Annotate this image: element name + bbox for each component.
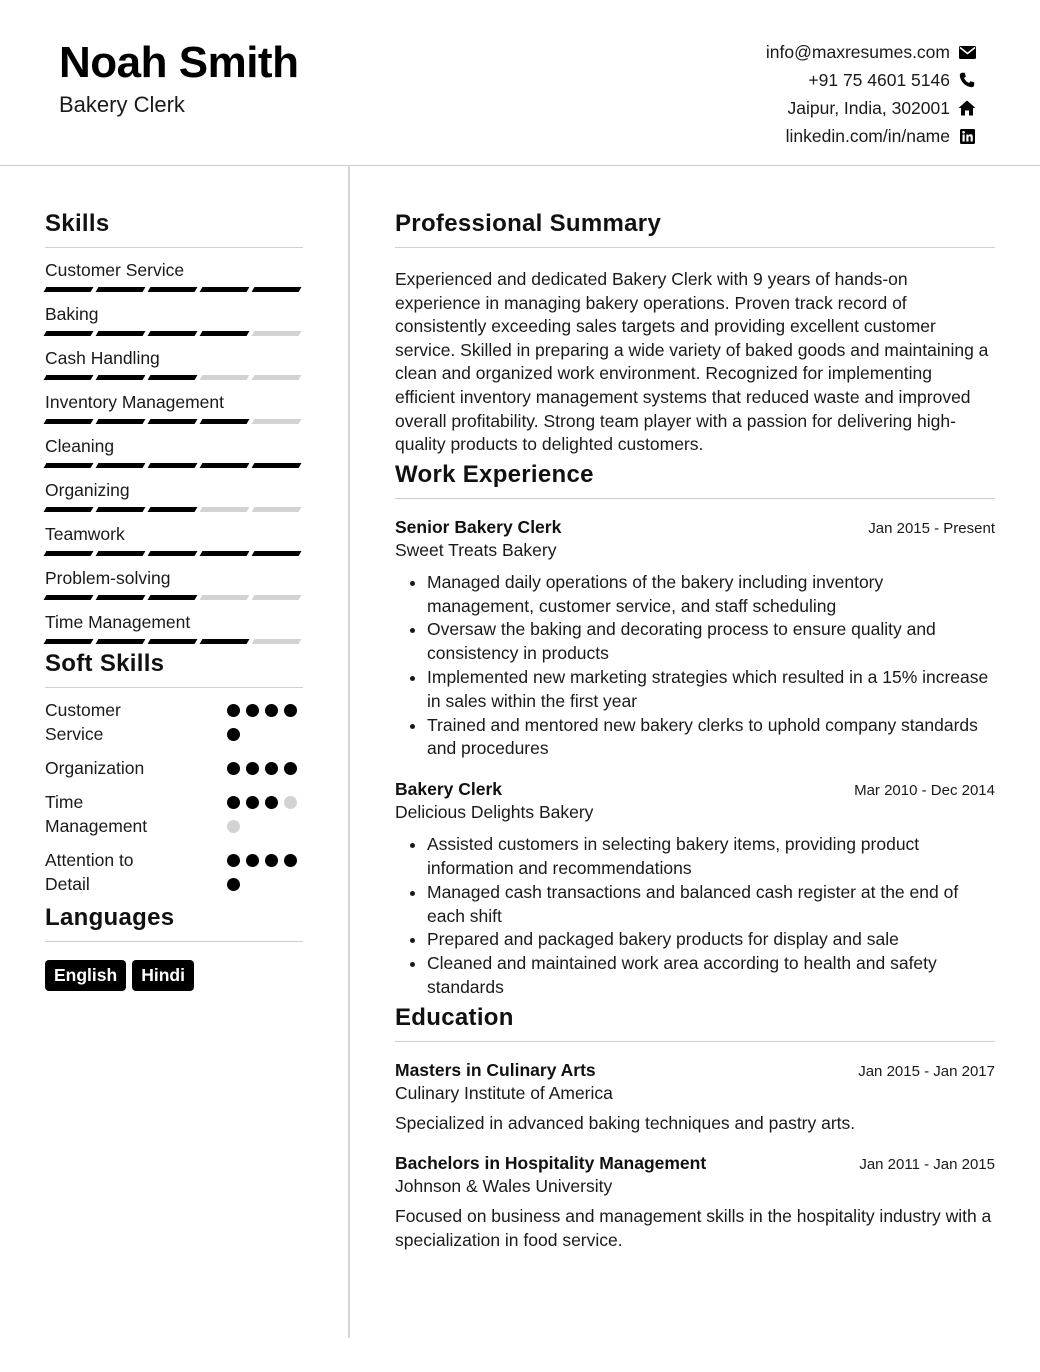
skill-rating: [45, 507, 303, 512]
languages-list: [45, 960, 303, 991]
soft-skills-list: [45, 698, 303, 896]
skill-rating: [45, 551, 303, 556]
contact-address-text: Jaipur, India, 302001: [787, 97, 950, 118]
rating-bar-filled: [148, 551, 198, 556]
skill-item: [45, 304, 303, 336]
job-title: Bakery Clerk: [395, 779, 503, 800]
education-list: [395, 1060, 995, 1253]
rating-dot-filled: [246, 762, 259, 775]
rating-bar-filled: [148, 419, 198, 424]
rating-bar-filled: [200, 287, 250, 292]
rating-dot-filled: [227, 878, 240, 891]
envelope-icon: [958, 43, 976, 61]
rating-bar-filled: [200, 639, 250, 644]
language-tag: Hindi: [132, 960, 194, 991]
rating-bar-filled: [200, 551, 250, 556]
skill-rating: [45, 287, 303, 292]
rating-bar-filled: [148, 595, 198, 600]
skill-item: [45, 260, 303, 292]
contact-address: [576, 94, 976, 122]
rating-bar-filled: [44, 551, 94, 556]
education-degree: Masters in Culinary Arts: [395, 1059, 596, 1080]
candidate-role: Bakery Clerk: [59, 92, 185, 117]
soft-skill-rating: [227, 790, 303, 838]
education-header: [395, 1153, 995, 1174]
skill-item: [45, 568, 303, 600]
rating-bar-filled: [44, 287, 94, 292]
soft-skill-item: [45, 848, 303, 896]
contact-email[interactable]: [576, 38, 976, 66]
rating-dot-filled: [265, 796, 278, 809]
rating-bar-empty: [200, 375, 250, 380]
job-header: [395, 517, 995, 538]
soft-skill-name: Time Management: [45, 792, 148, 836]
contact-list: [576, 38, 976, 150]
job-bullet: • Cleaned and maintained work area according to health and safety standards: [427, 952, 995, 1000]
skill-name: Organizing: [45, 480, 130, 500]
skill-rating: [45, 639, 303, 644]
skill-name: Problem-solving: [45, 568, 171, 588]
skill-rating: [45, 419, 303, 424]
column-divider: [348, 166, 350, 1338]
skill-name: Inventory Management: [45, 392, 224, 412]
contact-phone-text[interactable]: +91 75 4601 5146: [808, 69, 950, 90]
rating-bar-filled: [200, 463, 250, 468]
rating-bar-filled: [44, 463, 94, 468]
soft-skill-item: [45, 790, 303, 838]
job-dates: Jan 2015 - Present: [868, 519, 995, 537]
soft-skill-item: [45, 698, 303, 746]
rating-dot-filled: [246, 796, 259, 809]
job-bullets: [395, 571, 995, 761]
skills-heading: Skills: [45, 210, 303, 248]
rating-dot-filled: [246, 854, 259, 867]
soft-skill-name: Customer Service: [45, 700, 121, 744]
soft-skill-rating: [227, 698, 303, 746]
skills-list: [45, 260, 303, 644]
job-entry: [395, 517, 995, 761]
rating-dot-filled: [284, 854, 297, 867]
contact-linkedin-text[interactable]: linkedin.com/in/name: [785, 125, 950, 146]
rating-dot-filled: [265, 854, 278, 867]
job-bullet: • Assisted customers in selecting bakery items, providing product information and recommendations: [427, 833, 995, 881]
education-dates: Jan 2011 - Jan 2015: [859, 1156, 995, 1174]
rating-dot-filled: [265, 762, 278, 775]
rating-bar-filled: [252, 287, 302, 292]
candidate-name: Noah Smith: [59, 38, 299, 87]
skill-name: Cleaning: [45, 436, 115, 456]
skill-item: [45, 392, 303, 424]
job-bullet: • Managed daily operations of the bakery including inventory management, customer service, and staff scheduling: [427, 571, 995, 619]
contact-linkedin[interactable]: [576, 122, 976, 150]
skill-name: Customer Service: [45, 260, 185, 280]
rating-bar-filled: [252, 551, 302, 556]
rating-bar-empty: [252, 419, 302, 424]
rating-bar-filled: [96, 375, 146, 380]
rating-bar-filled: [200, 331, 250, 336]
rating-dot-empty: [284, 796, 297, 809]
education-school: Johnson & Wales University: [395, 1176, 613, 1197]
rating-dot-filled: [284, 762, 297, 775]
education-degree: Bachelors in Hospitality Management: [395, 1153, 707, 1174]
rating-bar-empty: [252, 331, 302, 336]
skill-item: [45, 348, 303, 380]
job-header: [395, 779, 995, 800]
rating-dot-filled: [227, 762, 240, 775]
skill-item: [45, 524, 303, 556]
job-bullet: • Implemented new marketing strategies which resulted in a 15% increase in sales within the first year: [427, 666, 995, 714]
rating-bar-filled: [148, 375, 198, 380]
rating-bar-filled: [96, 507, 146, 512]
rating-bar-filled: [96, 595, 146, 600]
skill-name: Cash Handling: [45, 348, 160, 368]
rating-bar-filled: [96, 639, 146, 644]
education-entry: [395, 1153, 995, 1252]
education-description: Specialized in advanced baking techniques and pastry arts.: [395, 1112, 856, 1133]
skill-name: Time Management: [45, 612, 191, 632]
language-tag: English: [45, 960, 126, 991]
right-column: [395, 210, 995, 1252]
rating-bar-filled: [96, 463, 146, 468]
rating-dot-filled: [265, 704, 278, 717]
rating-bar-filled: [148, 639, 198, 644]
skill-item: [45, 480, 303, 512]
languages-heading: Languages: [45, 904, 303, 942]
rating-bar-filled: [96, 419, 146, 424]
soft-skill-name: Attention to Detail: [45, 850, 134, 894]
rating-bar-empty: [200, 507, 250, 512]
skill-item: [45, 436, 303, 468]
job-entry: [395, 779, 995, 1000]
education-header: [395, 1060, 995, 1081]
experience-heading: Work Experience: [395, 461, 995, 499]
resume-header: [0, 0, 1040, 166]
soft-skill-rating: [227, 848, 303, 896]
rating-bar-filled: [252, 463, 302, 468]
rating-bar-filled: [148, 463, 198, 468]
rating-bar-filled: [96, 287, 146, 292]
left-column: [45, 210, 303, 991]
job-bullet: • Trained and mentored new bakery clerks to uphold company standards and procedures: [427, 714, 995, 762]
rating-dot-filled: [227, 854, 240, 867]
rating-bar-filled: [44, 375, 94, 380]
rating-bar-empty: [252, 595, 302, 600]
summary-text: Experienced and dedicated Bakery Clerk with 9 years of hands-on experience in managing bakery operations. Proven track record of consistently exceeding sales targets and providing excellent customer service. Skilled in preparing a wide variety of baked goods and maintaining a clean and organized work environment. Recognized for implementing efficient inventory management systems that reduced waste and improved overall profitability. Strong team player with a passion for delivering high-quality products to delighted customers.: [395, 269, 989, 455]
job-company: Sweet Treats Bakery: [395, 539, 557, 560]
rating-dot-filled: [227, 796, 240, 809]
rating-bar-filled: [44, 639, 94, 644]
rating-bar-empty: [252, 639, 302, 644]
education-school: Culinary Institute of America: [395, 1082, 613, 1103]
rating-bar-filled: [148, 287, 198, 292]
skill-name: Teamwork: [45, 524, 125, 544]
job-bullets: [395, 833, 995, 1000]
rating-bar-filled: [96, 551, 146, 556]
rating-bar-empty: [252, 507, 302, 512]
rating-bar-empty: [252, 375, 302, 380]
skill-rating: [45, 463, 303, 468]
rating-bar-filled: [44, 419, 94, 424]
rating-dot-filled: [284, 704, 297, 717]
rating-bar-filled: [148, 507, 198, 512]
rating-bar-filled: [96, 331, 146, 336]
soft-skill-name: Organization: [45, 758, 145, 778]
job-bullet: • Prepared and packaged bakery products for display and sale: [427, 928, 995, 952]
rating-dot-filled: [227, 704, 240, 717]
job-bullet: • Managed cash transactions and balanced cash register at the end of each shift: [427, 881, 995, 929]
education-dates: Jan 2015 - Jan 2017: [858, 1062, 995, 1080]
skill-item: [45, 612, 303, 644]
summary-heading: Professional Summary: [395, 210, 995, 248]
skill-name: Baking: [45, 304, 99, 324]
contact-email-text[interactable]: info@maxresumes.com: [765, 41, 950, 62]
soft-skills-heading: Soft Skills: [45, 650, 303, 688]
soft-skill-rating: [227, 756, 303, 780]
home-icon: [958, 99, 976, 117]
phone-icon: [958, 71, 976, 89]
rating-bar-filled: [44, 595, 94, 600]
job-dates: Mar 2010 - Dec 2014: [854, 782, 995, 800]
rating-dot-filled: [246, 704, 259, 717]
rating-dot-filled: [227, 728, 240, 741]
job-bullet: • Oversaw the baking and decorating process to ensure quality and consistency in products: [427, 618, 995, 666]
soft-skill-item: [45, 756, 303, 780]
contact-phone[interactable]: [576, 66, 976, 94]
rating-bar-filled: [44, 331, 94, 336]
rating-dot-empty: [227, 820, 240, 833]
linkedin-icon: [958, 127, 976, 145]
rating-bar-filled: [148, 331, 198, 336]
skill-rating: [45, 331, 303, 336]
rating-bar-empty: [200, 595, 250, 600]
job-title: Senior Bakery Clerk: [395, 516, 562, 537]
rating-bar-filled: [200, 419, 250, 424]
education-entry: [395, 1060, 995, 1136]
education-heading: Education: [395, 1004, 995, 1042]
job-company: Delicious Delights Bakery: [395, 802, 594, 823]
education-description: Focused on business and management skills in the hospitality industry with a specialization in food service.: [395, 1206, 992, 1250]
skill-rating: [45, 595, 303, 600]
rating-bar-filled: [44, 507, 94, 512]
experience-list: [395, 517, 995, 1000]
skill-rating: [45, 375, 303, 380]
